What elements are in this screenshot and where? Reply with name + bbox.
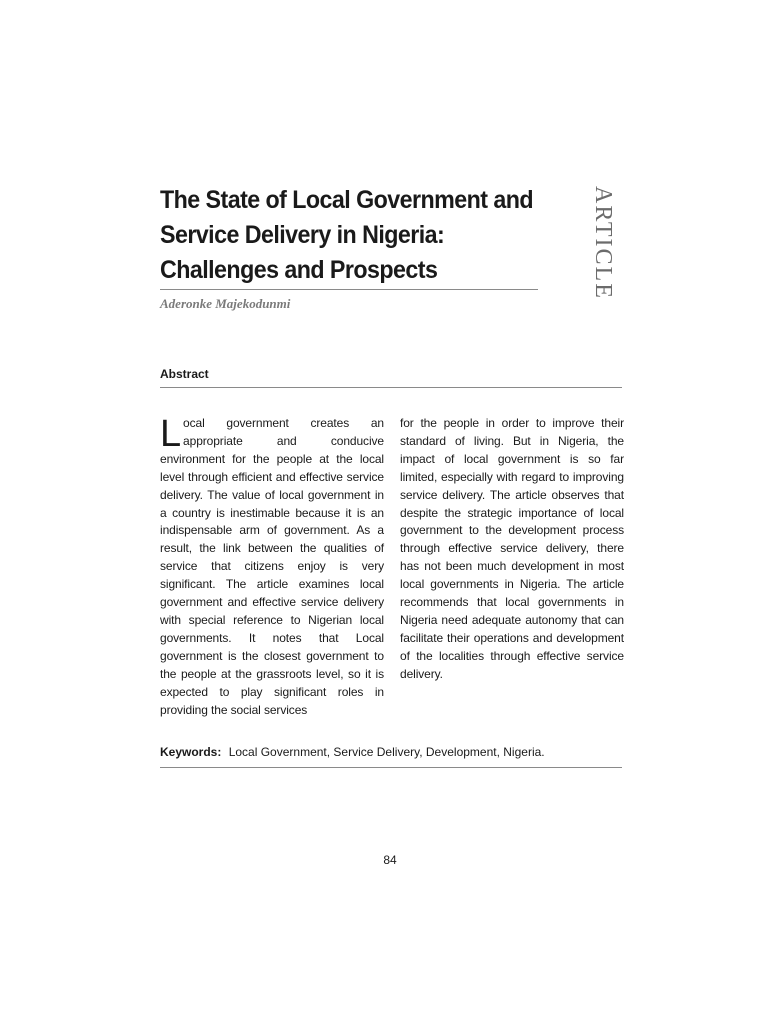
title-divider: [160, 289, 538, 290]
article-section-label: ARTICLE: [590, 186, 616, 300]
article-title-line-2: Service Delivery in Nigeria:: [160, 221, 445, 249]
keywords-text: Local Government, Service Delivery, Development, Nigeria.: [228, 745, 545, 759]
keywords-label: Keywords:: [160, 745, 222, 759]
abstract-left-text: ocal government creates an appropriate and conducive environment for the people at the local level through efficient and effective service delivery. The value of local government in a country is inestimable because it is an indispensable arm of government. As a result, the link between the qualities of service that citizens enjoy is very significant. The article examines local government and effective service delivery with special reference to Nigerian local governments. It notes that Local government is the closest government to the people at the grassroots level, so it is expected to play significant roles in providing the social services: [160, 416, 384, 717]
author-name: Aderonke Majekodunmi: [160, 296, 291, 311]
abstract-heading: Abstract: [160, 367, 209, 381]
abstract-right-column: [400, 415, 624, 684]
keywords-line: [160, 745, 622, 759]
abstract-divider: [160, 387, 622, 388]
page-number: 84: [383, 853, 397, 867]
abstract-left-column: [160, 415, 384, 719]
article-title-line-1: The State of Local Government and: [160, 186, 534, 214]
abstract-right-text: for the people in order to improve their standard of living. But in Nigeria, the impact of local government is so far limited, especially with regard to improving service delivery. The article observes that despite the strategic importance of local government to the development process through effective service delivery, there has not been much development in most local governments in Nigeria. The article recommends that local governments in Nigeria need adequate autonomy that can facilitate their operations and development of the localities through effective service delivery.: [400, 416, 624, 681]
keywords-divider: [160, 767, 622, 768]
article-title-line-3: Challenges and Prospects: [160, 256, 438, 284]
article-title: [160, 183, 551, 288]
abstract-dropcap: L: [160, 413, 182, 455]
